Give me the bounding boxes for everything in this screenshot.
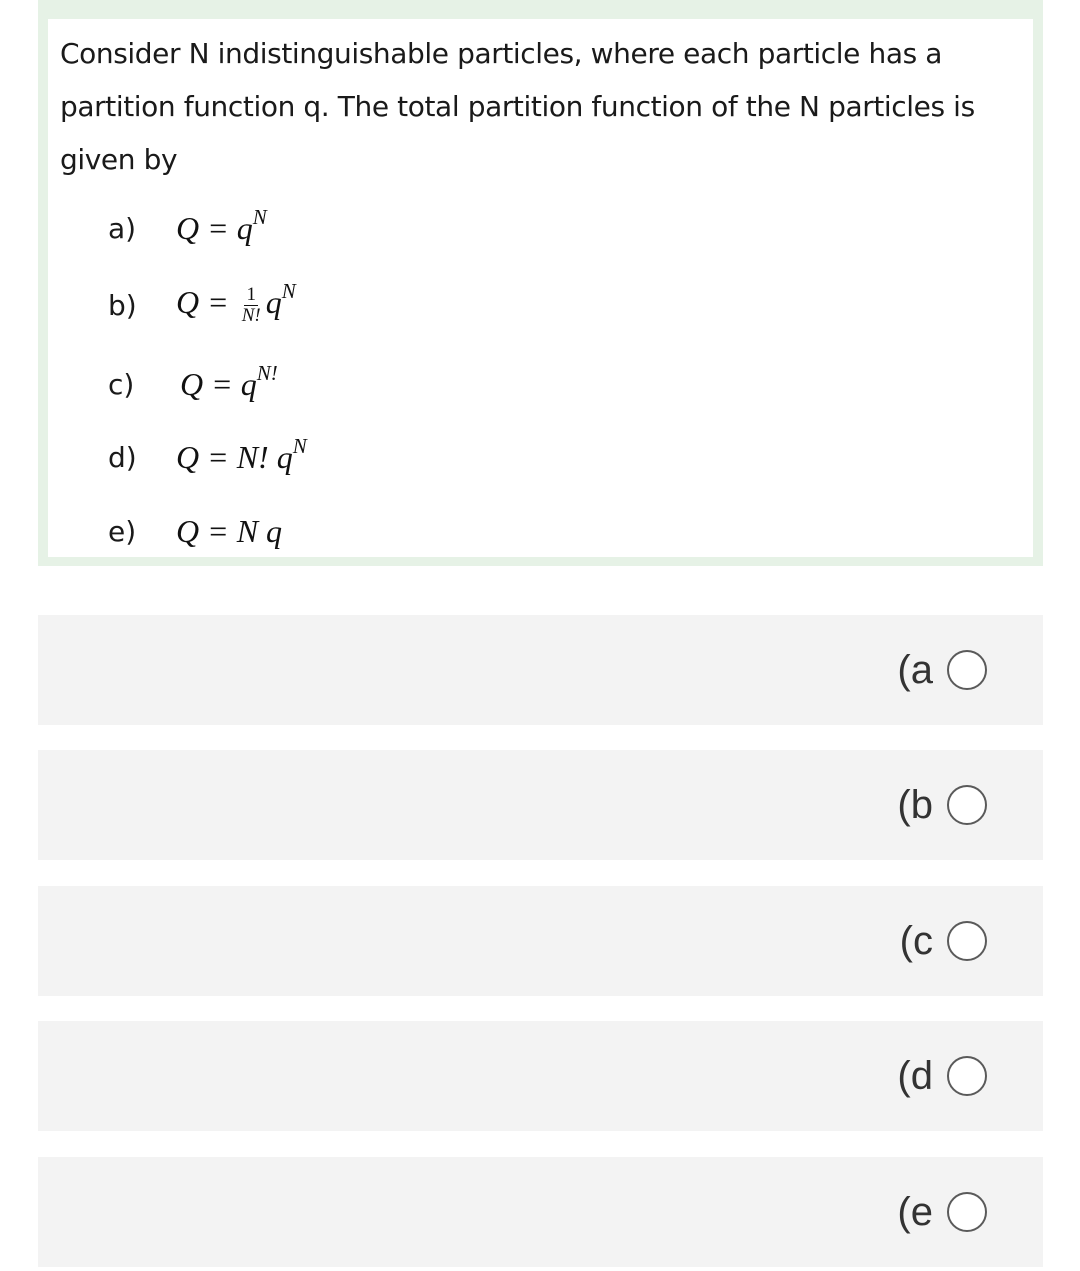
option-letter: d) [108,440,137,474]
answer-option-b[interactable] [38,750,1043,860]
option-formula: $Q = q^N$ [176,204,267,246]
option-letter: c) [108,367,135,401]
answer-text: (a [897,647,933,692]
option-formula: Q = $\frac{1}{N!}$ $q^N$ [176,278,296,327]
radio-button[interactable] [947,921,987,961]
answer-text: (d [897,1053,933,1098]
fraction: $\frac{1}{N!}$ [241,284,261,327]
answer-option-c[interactable] [38,886,1043,996]
answer-label [897,1157,987,1267]
answer-label [900,886,987,996]
answer-label [897,1021,987,1131]
question-content [48,19,1033,557]
option-letter: a) [108,211,137,245]
option-formula: $Q = q^{N!}$ [180,360,278,402]
option-b [108,280,296,330]
answer-label [897,615,987,725]
answer-option-e[interactable] [38,1157,1043,1267]
option-d [108,432,307,482]
answer-text: (b [897,782,933,827]
answer-text: (c [899,918,933,963]
option-letter: b) [108,288,137,322]
radio-button[interactable] [947,785,987,825]
answer-text: (e [897,1189,933,1234]
question-text: Consider N indistinguishable particles, where each particle has a partition function q. The total partition function of the N particles is given by [60,37,975,176]
option-formula: Q = N q [176,512,283,549]
option-e [108,506,282,556]
option-a [108,203,267,253]
radio-button[interactable] [947,1056,987,1096]
answer-label [897,750,987,860]
question-card [38,0,1043,566]
radio-button[interactable] [947,1192,987,1232]
option-letter: e) [108,514,137,548]
answer-option-a[interactable] [38,615,1043,725]
answer-option-d[interactable] [38,1021,1043,1131]
option-c [108,359,278,409]
option-formula: Q = N! $q^N$ [176,433,307,475]
radio-button[interactable] [947,650,987,690]
